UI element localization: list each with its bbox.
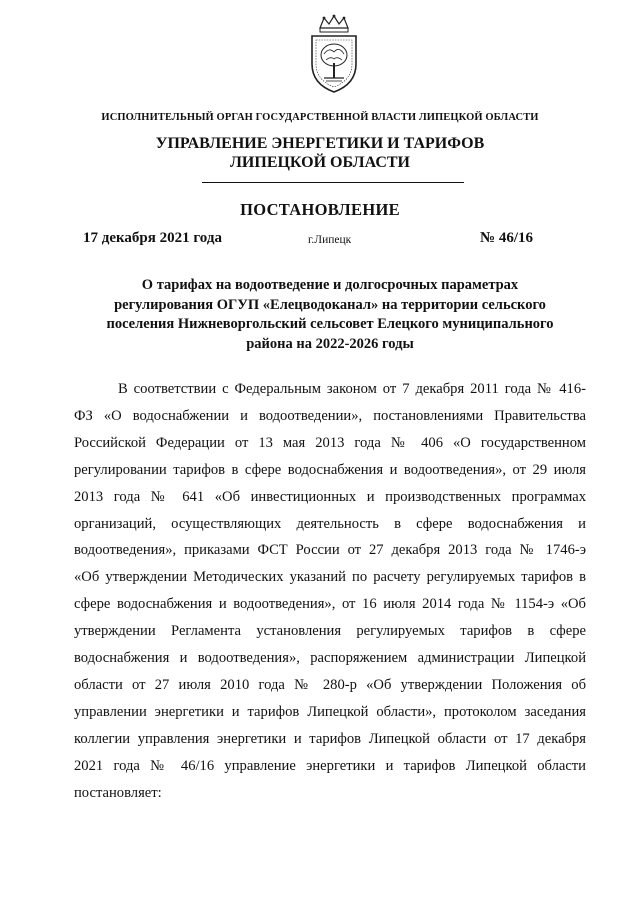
body-line: водоснабжения и водоотведения», распоряжением администрации Липецкой [74, 650, 586, 667]
document-type: ПОСТАНОВЛЕНИЕ [240, 200, 400, 219]
department-name [0, 134, 640, 172]
body-line: водоотведения», приказами ФСТ России от 27 декабря 2013 года № 1746-э [74, 542, 586, 559]
body-line: 2021 года № 46/16 управление энергетики и тарифов Липецкой области [74, 757, 586, 774]
body-line: организаций, осуществляющих деятельность в сфере водоснабжения и [74, 515, 586, 532]
body-line: ФЗ «О водоснабжении и водоотведении», постановлениями Правительства [74, 407, 586, 424]
header-divider [202, 182, 464, 183]
body-line: «Об утверждении Методических указаний по расчету регулируемых тарифов в [74, 569, 586, 586]
subject-line: регулирования ОГУП «Елецводоканал» на территории сельского [114, 296, 546, 313]
coat-of-arms-icon [302, 14, 366, 94]
document-subject [100, 276, 560, 354]
body-line: В соответствии с Федеральным законом от 7 декабря 2011 года № 416- [118, 381, 586, 397]
subject-line: района на 2022-2026 годы [246, 335, 414, 352]
document-body [74, 376, 586, 807]
body-line: коллегии управления энергетики и тарифов Липецкой области от 17 декабря [74, 730, 586, 747]
body-line: области от 27 июля 2010 года № 280-р «Об утверждении Положения об [74, 676, 586, 693]
department-name-line: УПРАВЛЕНИЕ ЭНЕРГЕТИКИ И ТАРИФОВ [155, 135, 485, 152]
document-meta [0, 230, 640, 250]
body-line: постановляет: [74, 784, 162, 801]
document-city: г.Липецк [308, 234, 352, 246]
subject-line: поселения Нижневоргольский сельсовет Елецкого муниципального [106, 316, 554, 332]
subject-line: О тарифах на водоотведение и долгосрочных параметрах [141, 277, 519, 293]
body-line: сфере водоснабжения и водоотведения», от 16 июля 2014 года № 1154-э «Об [74, 596, 586, 613]
document-number: № 46/16 [480, 230, 533, 246]
body-line: утверждении Регламента установления регулируемых тарифов в сфере [74, 623, 586, 640]
body-line: Российской Федерации от 13 мая 2013 года № 406 «О государственном [74, 434, 586, 451]
document-date: 17 декабря 2021 года [83, 230, 222, 246]
issuing-authority: ИСПОЛНИТЕЛЬНЫЙ ОРГАН ГОСУДАРСТВЕННОЙ ВЛАСТИ ЛИПЕЦКОЙ ОБЛАСТИ [101, 112, 539, 123]
body-line: регулировании тарифов в сфере водоснабжения и водоотведения», от 29 июля [74, 461, 586, 478]
body-line: 2013 года № 641 «Об инвестиционных и производственных программах [74, 488, 586, 505]
body-line: управлении энергетики и тарифов Липецкой области», протоколом заседания [74, 703, 586, 720]
department-name-line: ЛИПЕЦКОЙ ОБЛАСТИ [230, 154, 410, 171]
